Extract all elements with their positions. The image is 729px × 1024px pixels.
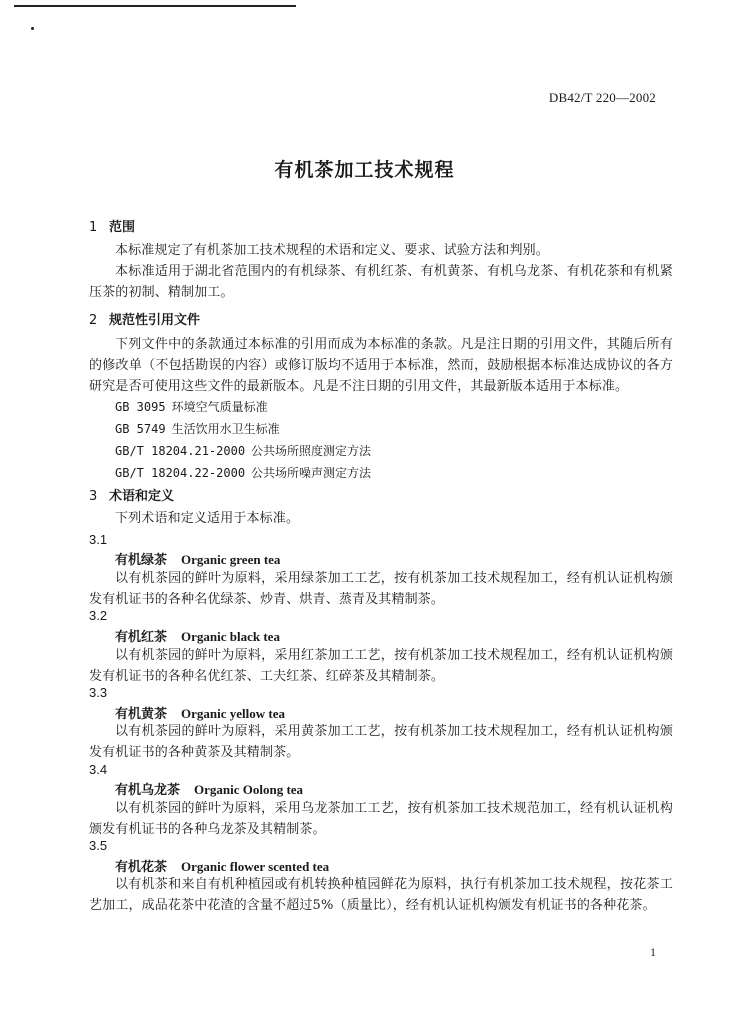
paragraph: 下列术语和定义适用于本标准。 — [115, 511, 300, 526]
term-chinese: 有机红茶 — [115, 630, 168, 645]
term-definition: 以有机茶园的鲜叶为原料，采用乌龙茶加工工艺，按有机茶加工技术规范加工，经有机认证机构颁发有机证书的各种乌龙茶及其精制茶。 — [89, 801, 673, 837]
term-definition: 以有机茶和来自有机种植园或有机转换种植园鲜花为原料，执行有机茶加工技术规程，按花茶工艺加工，成品花茶中花渣的含量不超过5%（质量比），经有机认证机构颁发有机证书的各种花茶。 — [89, 877, 673, 913]
section-1-heading — [89, 216, 135, 235]
page-title: 有机茶加工技术规程 — [274, 159, 455, 181]
paragraph: 本标准适用于湖北省范围内的有机绿茶、有机红茶、有机黄茶、有机乌龙茶、有机花茶和有机紧压茶的初制、精制加工。 — [89, 264, 673, 300]
scan-speck — [31, 27, 34, 30]
reference-title: 环境空气质量标准 — [171, 400, 268, 414]
reference-code: GB/T 18204.22-2000 — [115, 466, 246, 480]
term-english: Organic flower scented tea — [181, 859, 330, 874]
reference-item — [115, 398, 268, 415]
section-2-heading — [89, 309, 200, 328]
term-english: Organic yellow tea — [181, 706, 285, 721]
term-heading — [115, 779, 303, 798]
scan-edge-line — [14, 5, 296, 7]
paragraph: 本标准规定了有机茶加工技术规程的术语和定义、要求、试验方法和判别。 — [115, 243, 549, 258]
reference-item — [115, 442, 371, 459]
term-definition: 以有机茶园的鲜叶为原料，采用黄茶加工工艺，按有机茶加工技术规程加工，经有机认证机构颁发有机证书的各种黄茶及其精制茶。 — [89, 724, 673, 760]
term-english: Organic Oolong tea — [194, 782, 304, 797]
reference-title: 公共场所照度测定方法 — [251, 444, 372, 458]
section-3-heading — [89, 485, 174, 504]
term-chinese: 有机乌龙茶 — [115, 783, 181, 798]
term-heading — [115, 549, 280, 568]
term-heading — [115, 856, 329, 875]
reference-code: GB 3095 — [115, 400, 166, 414]
clause-number: 3.5 — [89, 838, 108, 853]
reference-code: GB 5749 — [115, 422, 166, 436]
term-chinese: 有机绿茶 — [115, 553, 168, 568]
term-heading — [115, 703, 285, 722]
reference-item — [115, 464, 371, 481]
reference-title: 公共场所噪声测定方法 — [251, 466, 372, 480]
clause-number: 3.3 — [89, 685, 108, 700]
section-title: 范围 — [109, 220, 136, 235]
clause-number: 3.2 — [89, 608, 108, 623]
term-english: Organic black tea — [181, 629, 280, 644]
reference-code: GB/T 18204.21-2000 — [115, 444, 246, 458]
term-english: Organic green tea — [181, 552, 281, 567]
clause-number: 3.1 — [89, 532, 108, 547]
document-number: DB42/T 220—2002 — [548, 90, 656, 105]
clause-number: 3.4 — [89, 762, 108, 777]
term-chinese: 有机花茶 — [115, 860, 168, 875]
section-title: 规范性引用文件 — [109, 313, 201, 328]
term-definition: 以有机茶园的鲜叶为原料，采用绿茶加工工艺，按有机茶加工技术规程加工，经有机认证机构颁发有机证书的各种名优绿茶、炒青、烘青、蒸青及其精制茶。 — [89, 571, 673, 607]
term-chinese: 有机黄茶 — [115, 707, 168, 722]
paragraph: 下列文件中的条款通过本标准的引用而成为本标准的条款。凡是注日期的引用文件，其随后所有的修改单（不包括勘误的内容）或修订版均不适用于本标准，然而，鼓励根据本标准达成协议的各方研究是否可使用这些文件的最新版本。凡是不注日期的引用文件，其最新版本适用于本标准。 — [89, 337, 673, 394]
section-number: 1 — [89, 220, 98, 235]
term-heading — [115, 626, 280, 645]
section-title: 术语和定义 — [109, 489, 175, 504]
reference-item — [115, 420, 280, 437]
term-definition: 以有机茶园的鲜叶为原料，采用红茶加工工艺，按有机茶加工技术规程加工，经有机认证机构颁发有机证书的各种名优红茶、工夫红茶、红碎茶及其精制茶。 — [89, 648, 673, 684]
section-number: 3 — [89, 489, 98, 504]
reference-title: 生活饮用水卫生标准 — [171, 422, 280, 436]
section-number: 2 — [89, 313, 98, 328]
page-number: 1 — [650, 945, 656, 959]
